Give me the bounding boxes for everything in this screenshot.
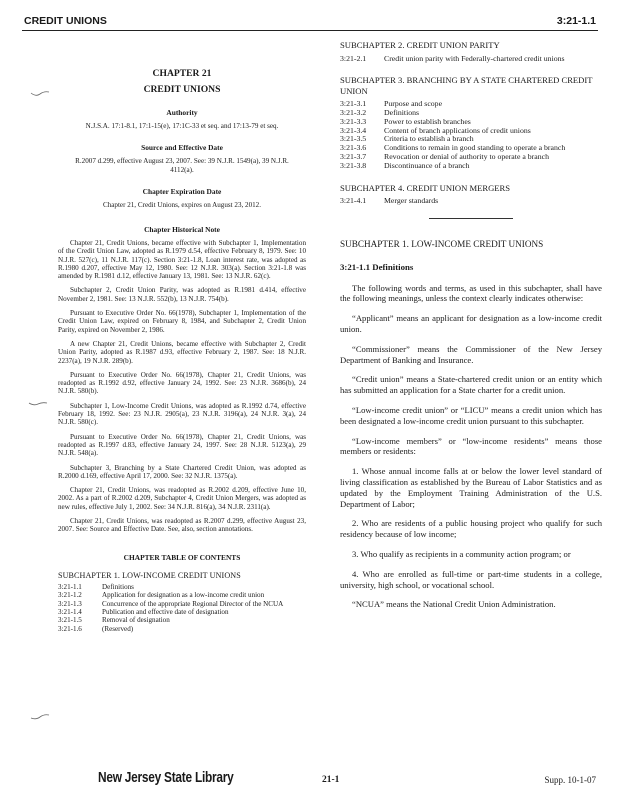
toc-entry (340, 153, 602, 162)
section-title: SUBCHAPTER 1. LOW-INCOME CREDIT UNIONS (340, 238, 544, 249)
expiration-heading: Chapter Expiration Date (142, 187, 222, 197)
chapter-number: CHAPTER 21 (152, 68, 212, 79)
history-paragraph: Chapter 21, Credit Unions, became effective with Subchapter 1, Implementation of the Credit Union Law, adopted as R.1979 d.54, effective February 8, 1979. See: 10 N.J.R. 527(c), 11 N.J.R. 117(c). Section 3:21-1.8, Loan interest rate, was adopted as R.1980 d.207, effective May 12, 1980. See: 12 N.J.R. 303(a). Section 3:21-1.8 was amended by R.1981 d.12, effective January 13, 1981. See: 13 N.J.R. 62(c). (58, 238, 306, 281)
header-title: CREDIT UNIONS (24, 15, 107, 27)
toc-title: Definitions (102, 583, 134, 592)
toc-title: Revocation or denial of authority to operate a branch (384, 152, 549, 162)
toc-entry (340, 100, 602, 109)
toc-entry (340, 109, 602, 118)
history-paragraph: Pursuant to Executive Order No. 66(1978), Chapter 21, Credit Unions, was readopted as R.1992 d.92, effective January 24, 1992. See: 23 N.J.R. 3686(b), 24 N.J.R. 580(b). (58, 370, 306, 396)
toc-number: 3:21-3.3 (340, 116, 367, 126)
toc-entry (58, 583, 306, 591)
toc-number: 3:21-1.1 (58, 583, 82, 592)
toc-number: 3:21-3.4 (340, 125, 367, 135)
toc-entry (58, 625, 306, 633)
toc-number: 3:21-2.1 (340, 53, 367, 63)
library-stamp: New Jersey State Library (98, 770, 234, 786)
toc-list-2 (340, 55, 602, 64)
toc-title: Merger standards (384, 196, 439, 206)
section-divider (429, 218, 513, 219)
history-paragraph: Subchapter 1, Low-Income Credit Unions, was adopted as R.1992 d.74, effective February 18, 1992. See: 23 N.J.R. 2905(a), 23 N.J.R. 3196(a), 24 N.J.R. 3(a), 24 N.J.R. 580(c). (58, 401, 306, 427)
toc-subchapter-2: SUBCHAPTER 2. CREDIT UNION PARITY (340, 40, 500, 50)
toc-subchapter-1: SUBCHAPTER 1. LOW-INCOME CREDIT UNIONS (58, 570, 241, 580)
toc-entry (58, 591, 306, 599)
left-column (58, 40, 306, 633)
toc-title: Content of branch applications of credit unions (384, 125, 531, 135)
toc-number: 3:21-3.8 (340, 160, 367, 170)
toc-subchapter-4: SUBCHAPTER 4. CREDIT UNION MERGERS (340, 182, 511, 193)
authority-text: N.J.S.A. 17:1-8.1, 17:1-15(e), 17:1C-33 et seq. and 17:13-79 et seq. (85, 121, 279, 130)
toc-number: 3:21-3.6 (340, 143, 367, 153)
toc-title: Discontinuance of a branch (384, 160, 470, 170)
scan-mark-icon (30, 88, 50, 98)
page-number: 21-1 (322, 775, 340, 785)
toc-title: (Reserved) (102, 624, 134, 633)
body-paragraph: 3. Who qualify as recipients in a community action program; or (352, 548, 571, 559)
body-paragraph: “Low-income credit union” or “LICU” means a credit union which has been designated a low-income credit union pursuant to this subchapter. (340, 404, 602, 426)
chapter-name: CREDIT UNIONS (143, 84, 221, 96)
toc-number: 3:21-3.5 (340, 134, 367, 144)
toc-number: 3:21-1.2 (58, 591, 82, 600)
body-paragraph: “Credit union” means a State-chartered credit union or an entity which has submitted an application for a State charter for a credit union. (340, 374, 602, 396)
source-text: R.2007 d.299, effective August 23, 2007. See: 39 N.J.R. 1549(a), 39 N.J.R. 4112(a). (75, 157, 289, 174)
toc-title: Purpose and scope (384, 99, 443, 109)
toc-subchapter-3: SUBCHAPTER 3. BRANCHING BY A STATE CHARTERED CREDIT UNION (340, 75, 593, 96)
authority-heading: Authority (166, 107, 198, 117)
toc-title: Credit union parity with Federally-chartered credit unions (384, 53, 565, 63)
body-paragraph: “Applicant” means an applicant for designation as a low-income credit union. (340, 313, 602, 334)
toc-title: Criteria to establish a branch (384, 134, 474, 144)
history-paragraph: Subchapter 3, Branching by a State Chartered Credit Union, was adopted as R.2000 d.169, effective April 17, 2000. See: 32 N.J.R. 1375(a). (58, 463, 306, 480)
header-section-number: 3:21-1.1 (556, 15, 596, 27)
body-paragraph: The following words and terms, as used in this subchapter, shall have the following meanings, unless the context clearly indicates otherwise: (340, 282, 602, 304)
right-column (340, 40, 602, 619)
page-footer (0, 770, 618, 794)
toc-number: 3:21-3.2 (340, 108, 367, 118)
toc-number: 3:21-3.1 (340, 99, 367, 109)
toc-title: Concurrence of the appropriate Regional Director of the NCUA (102, 599, 284, 608)
body-paragraph: 4. Who are enrolled as full-time or part-time students in a college, university, high school, or vocational school. (340, 568, 602, 590)
body-paragraph: 1. Whose annual income falls at or below the lower level standard of living classification as established by the Bureau of Labor Statistics and as updated by the Employment Training Administration of the U.S. Department of Labor; (340, 466, 602, 509)
toc-entry (58, 608, 306, 616)
toc-entry (340, 197, 602, 206)
toc-number: 3:21-3.7 (340, 152, 367, 162)
history-paragraph: Pursuant to Executive Order No. 66(1978), Chapter 21, Credit Unions, was readopted as R.1997 d.83, effective January 24, 1997. See: 28 N.J.R. 5123(a), 29 N.J.R. 548(a). (58, 432, 306, 458)
body-paragraph: 2. Who are residents of a public housing project who qualify for such residency because of low income; (340, 518, 602, 540)
toc-title: Conditions to remain in good standing to operate a branch (384, 143, 566, 153)
body-paragraph: “Commissioner” means the Commissioner of the New Jersey Department of Banking and Insurance. (340, 343, 602, 365)
toc-number: 3:21-1.6 (58, 624, 82, 633)
toc-number: 3:21-4.1 (340, 196, 367, 206)
toc-title: Application for designation as a low-income credit union (102, 591, 265, 600)
supplement-date: Supp. 10-1-07 (544, 775, 596, 785)
toc-list-1 (58, 583, 306, 633)
expiration-text: Chapter 21, Credit Unions, expires on August 23, 2012. (102, 201, 262, 210)
toc-entry (340, 162, 602, 171)
history-paragraph: Chapter 21, Credit Unions, was readopted as R.2002 d.209, effective June 10, 2002. As a part of R.2002 d.209, Subchapter 4, Credit Union Mergers, was adopted as new rules, effective July 1, 2002. See: 34 N.J.R. 816(a), 34 N.J.R. 2311(a). (58, 486, 306, 511)
toc-number: 3:21-1.5 (58, 616, 82, 625)
history-paragraph: A new Chapter 21, Credit Unions, became effective with Subchapter 2, Credit Union Parity, adopted as R.1987 d.93, effective February 2, 1987. See: 18 N.J.R. 2237(a), 19 N.J.R. 289(b). (58, 339, 306, 365)
toc-number: 3:21-1.4 (58, 608, 82, 617)
toc-number: 3:21-1.3 (58, 599, 82, 608)
toc-entry (58, 600, 306, 608)
toc-list-3 (340, 100, 602, 170)
history-heading: Chapter Historical Note (144, 224, 220, 234)
toc-title: Publication and effective date of designation (102, 608, 229, 617)
toc-heading: CHAPTER TABLE OF CONTENTS (123, 552, 241, 562)
history-paragraph: Pursuant to Executive Order No. 66(1978), Subchapter 1, Implementation of the Credit Union Law, expired on February 8, 1984, and Subchapter 2, Credit Union Parity, expired on November 2, 1986. (58, 309, 306, 334)
toc-title: Power to establish branches (384, 116, 471, 126)
toc-title: Definitions (384, 108, 420, 118)
body-paragraph: “Low-income members” or “low-income residents” means those members or residents: (340, 435, 602, 457)
toc-entry (340, 55, 602, 64)
history-paragraph: Subchapter 2, Credit Union Parity, was adopted as R.1981 d.414, effective November 2, 1981. See: 13 N.J.R. 552(b), 13 N.J.R. 754(b). (58, 286, 306, 303)
body-paragraph: “NCUA” means the National Credit Union Administration. (352, 599, 556, 610)
scan-mark-icon (30, 712, 50, 722)
source-heading: Source and Effective Date (141, 143, 223, 153)
scan-mark-icon (28, 398, 48, 408)
history-paragraph: Chapter 21, Credit Unions, was readopted as R.2007 d.299, effective August 23, 2007. See: Source and Effective Date. See, also, section annotations. (58, 516, 306, 534)
running-header (22, 14, 598, 31)
definitions-heading: 3:21-1.1 Definitions (340, 261, 414, 272)
toc-entry (58, 616, 306, 624)
toc-title: Removal of designation (102, 616, 170, 625)
toc-list-4 (340, 197, 602, 206)
